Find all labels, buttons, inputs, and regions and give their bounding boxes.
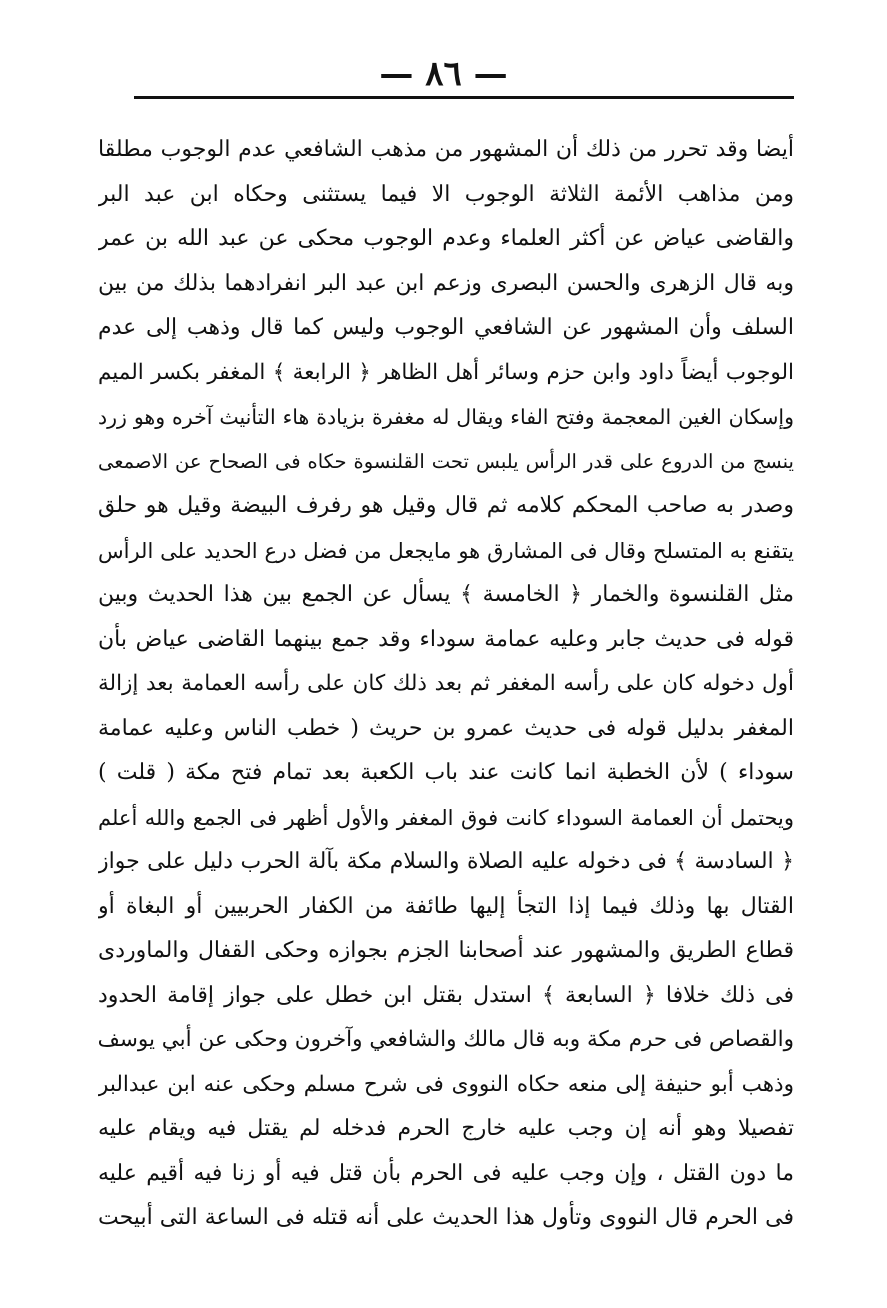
text-line: سوداء ) لأن الخطبة انما كانت عند باب الكعبة بعد تمام فتح مكة ( قلت ) [98, 760, 794, 785]
text-line: السلف وأن المشهور عن الشافعي الوجوب وليس كما قال وذهب إلى عدم [98, 315, 794, 340]
text-line: والقاضى عياض عن أكثر العلماء وعدم الوجوب محكى عن عبد الله بن عمر [98, 226, 794, 251]
text-line: أيضا وقد تحرر من ذلك أن المشهور من مذهب الشافعي عدم الوجوب مطلقا [98, 137, 794, 162]
text-line: فى الحرم قال النووى وتأول هذا الحديث على أنه قتله فى الساعة التى أبيحت [98, 1205, 794, 1230]
text-line: وصدر به صاحب المحكم كلامه ثم قال وقيل هو رفرف البيضة وقيل هو حلق [98, 493, 794, 518]
text-line: فى ذلك خلافا ﴿ السابعة ﴾ استدل بقتل ابن خطل على جواز إقامة الحدود [98, 982, 794, 1008]
text-line: وبه قال الزهرى والحسن البصرى وزعم ابن عبد البر انفرادهما بذلك من بين [98, 270, 794, 296]
body-text [98, 128, 794, 1241]
header-rule [134, 96, 794, 99]
text-line: ومن مذاهب الأئمة الثلاثة الوجوب الا فيما يستثنى وحكاه ابن عبد البر [98, 181, 794, 207]
text-line: أول دخوله كان على رأسه المغفر ثم بعد ذلك كان على رأسه العمامة بعد إزالة [98, 671, 794, 696]
text-line: القتال بها وذلك فيما إذا التجأ إليها طائفة من الكفار الحربيين أو البغاة أو [98, 893, 794, 919]
text-line: وذهب أبو حنيفة إلى منعه حكاه النووى فى شرح مسلم وحكى عنه ابن عبدالبر [98, 1071, 794, 1097]
text-line: ينسج من الدروع على قدر الرأس يلبس تحت القلنسوة حكاه فى الصحاح عن الاصمعى [98, 449, 794, 473]
text-line: مثل القلنسوة والخمار ﴿ الخامسة ﴾ يسأل عن الجمع بين هذا الحديث وبين [98, 582, 794, 607]
text-line: قطاع الطريق والمشهور عند أصحابنا الجزم بجوازه وحكى القفال والماوردى [98, 938, 794, 963]
text-line: قوله فى حديث جابر وعليه عمامة سوداء وقد جمع بينهما القاضى عياض بأن [98, 626, 794, 652]
text-line: ﴿ السادسة ﴾ فى دخوله عليه الصلاة والسلام مكة بآلة الحرب دليل على جواز [98, 849, 794, 874]
text-line: يتقنع به المتسلح وقال فى المشارق هو مايجعل من فضل درع الحديد على الرأس [98, 538, 794, 563]
text-line: والقصاص فى حرم مكة وبه قال مالك والشافعي وآخرون وحكى عن أبي يوسف [98, 1027, 794, 1052]
text-line: المغفر بدليل قوله فى حديث عمرو بن حريث ( خطب الناس وعليه عمامة [98, 715, 794, 741]
text-line: ما دون القتل ، وإن وجب عليه فى الحرم بأن قتل فيه أو زنا فيه أقيم عليه [98, 1160, 794, 1186]
text-line: وإسكان الغين المعجمة وفتح الفاء ويقال له مغفرة بزيادة هاء التأنيث آخره وهو زرد [98, 405, 794, 429]
page-number: — ٨٦ — [379, 54, 508, 94]
text-line: تفصيلا وهو أنه إن وجب عليه خارج الحرم فدخله لم يقتل فيه ويقام عليه [98, 1116, 794, 1141]
text-line: ويحتمل أن العمامة السوداء كانت فوق المغفر والأول أظهر فى الجمع والله أعلم [98, 805, 794, 830]
text-line: الوجوب أيضاً داود وابن حزم وسائر أهل الظاهر ﴿ الرابعة ﴾ المغفر بكسر الميم [98, 359, 794, 385]
